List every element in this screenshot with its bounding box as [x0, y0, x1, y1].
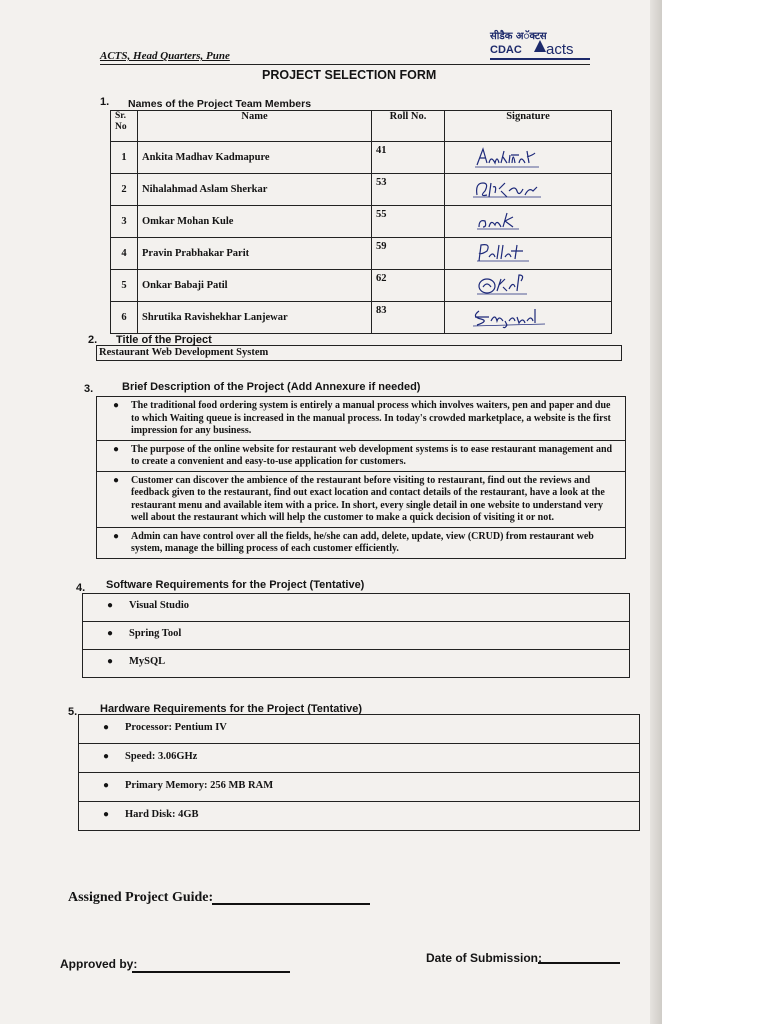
bullet-icon: ●: [113, 474, 120, 486]
project-description-box: [96, 396, 626, 559]
section2-number: 2.: [88, 334, 98, 346]
logo-cdac-text: CDAC: [490, 44, 522, 56]
list-item: [79, 802, 639, 830]
table-row: [111, 302, 612, 334]
description-text: Customer can discover the ambience of the restaurant before visiting to restaurant, find out the reviews and feedback given to the restaurant, find out exact location and contact details of the restaurant, have a look at the restaurant menu and available item with a price. In short, every single detail in one website to understand very well about the restaurant which will help the customer to make a quick decision of visiting it or not.: [131, 474, 605, 523]
header-location: ACTS, Head Quarters, Pune: [100, 50, 230, 62]
software-item: Spring Tool: [129, 628, 182, 639]
col-name: Name: [138, 111, 372, 142]
member-name: Nihalahmad Aslam Sherkar: [138, 174, 372, 206]
hardware-item: Processor: Pentium IV: [125, 722, 227, 733]
date-of-submission-label: Date of Submission:: [426, 951, 543, 965]
bullet-icon: ●: [107, 656, 114, 667]
section2-title: Title of the Project: [116, 334, 212, 346]
list-item: [79, 773, 639, 802]
member-sr: 4: [111, 238, 138, 270]
list-item: [97, 528, 625, 558]
header-rule: [100, 64, 590, 65]
member-name: Pravin Prabhakar Parit: [138, 238, 372, 270]
section3-number: 3.: [84, 383, 94, 395]
section3-title: Brief Description of the Project (Add Annexure if needed): [122, 381, 421, 393]
bullet-icon: ●: [113, 530, 120, 542]
signature-image: [449, 271, 599, 297]
list-item: [79, 744, 639, 773]
member-sr: 6: [111, 302, 138, 334]
logo-underline: [490, 58, 590, 60]
signature-image: [449, 175, 599, 201]
bullet-icon: ●: [113, 400, 120, 411]
team-members-table: [110, 110, 612, 334]
member-sr: 5: [111, 270, 138, 302]
approved-by-line: [132, 971, 290, 973]
member-sr: 2: [111, 174, 138, 206]
signature-image: [449, 207, 599, 233]
signature-image: [449, 303, 599, 329]
section1-number: 1.: [100, 96, 110, 108]
section4-number: 4.: [76, 582, 86, 594]
cdac-acts-logo: [490, 28, 590, 62]
software-item: MySQL: [129, 656, 166, 667]
list-item: [83, 650, 629, 677]
software-requirements-box: [82, 593, 630, 678]
section4-title: Software Requirements for the Project (Tentative): [106, 579, 365, 591]
project-title-field: Restaurant Web Development System: [96, 345, 622, 361]
hardware-item: Primary Memory: 256 MB RAM: [125, 780, 274, 791]
description-text: The purpose of the online website for restaurant web development systems is to ease restaurant management and to create a convenient and easy-to-use application for customers.: [131, 443, 613, 467]
list-item: [97, 472, 625, 528]
member-signature: [445, 206, 612, 238]
col-sr-no: Sr. No: [111, 111, 138, 142]
member-signature: [445, 270, 612, 302]
table-row: [111, 142, 612, 174]
col-roll-no: Roll No.: [372, 111, 445, 142]
software-item: Visual Studio: [129, 600, 190, 611]
list-item: [97, 397, 625, 441]
member-signature: [445, 174, 612, 206]
approved-by-label: Approved by:: [60, 957, 138, 971]
member-roll: 62: [372, 270, 445, 302]
section1-title: Names of the Project Team Members: [128, 98, 312, 110]
bullet-icon: ●: [113, 443, 120, 455]
member-name: Ankita Madhav Kadmapure: [138, 142, 372, 174]
logo-hindi-text: सीडैक अॅक्टस: [490, 31, 547, 42]
form-title: PROJECT SELECTION FORM: [262, 68, 437, 82]
description-text: Admin can have control over all the fields, he/she can add, delete, update, view (CRUD) from restaurant web system, manage the billing process of each customer efficiently.: [131, 530, 594, 554]
member-roll: 59: [372, 238, 445, 270]
table-row: [111, 238, 612, 270]
member-signature: [445, 302, 612, 334]
description-text: The traditional food ordering system is entirely a manual process which involves waiters, pen and paper and due to which Waiting queue is increased in the manual process. In today's crowded marketplace, a website is the first impression for any business.: [131, 400, 611, 436]
list-item: [79, 715, 639, 744]
member-roll: 55: [372, 206, 445, 238]
col-signature: Signature: [445, 111, 612, 142]
bullet-icon: ●: [103, 780, 110, 791]
bullet-icon: ●: [103, 809, 110, 820]
list-item: [97, 441, 625, 472]
member-name: Onkar Babaji Patil: [138, 270, 372, 302]
table-row: [111, 206, 612, 238]
project-guide-line: [212, 903, 370, 905]
bullet-icon: ●: [107, 600, 114, 611]
section5-number: 5.: [68, 706, 78, 718]
hardware-requirements-box: [78, 714, 640, 831]
table-row: [111, 174, 612, 206]
signature-image: [449, 143, 599, 169]
project-guide-label: Assigned Project Guide:: [68, 890, 214, 905]
member-roll: 41: [372, 142, 445, 174]
list-item: [83, 594, 629, 622]
signature-image: [449, 239, 599, 265]
member-signature: [445, 142, 612, 174]
logo-acts-text: acts: [546, 41, 574, 58]
table-row: [111, 270, 612, 302]
member-sr: 1: [111, 142, 138, 174]
bullet-icon: ●: [107, 628, 114, 639]
hardware-item: Speed: 3.06GHz: [125, 751, 198, 762]
bullet-icon: ●: [103, 751, 110, 762]
member-roll: 83: [372, 302, 445, 334]
list-item: [83, 622, 629, 650]
member-sr: 3: [111, 206, 138, 238]
bullet-icon: ●: [103, 722, 110, 733]
page-edge-shadow: [650, 0, 662, 1024]
section5-title: Hardware Requirements for the Project (Tentative): [100, 703, 363, 715]
team-table-header: [111, 111, 612, 142]
member-name: Omkar Mohan Kule: [138, 206, 372, 238]
hardware-item: Hard Disk: 4GB: [125, 809, 199, 820]
member-signature: [445, 238, 612, 270]
member-roll: 53: [372, 174, 445, 206]
logo-triangle-icon: [534, 40, 546, 52]
date-of-submission-line: [538, 962, 620, 964]
member-name: Shrutika Ravishekhar Lanjewar: [138, 302, 372, 334]
